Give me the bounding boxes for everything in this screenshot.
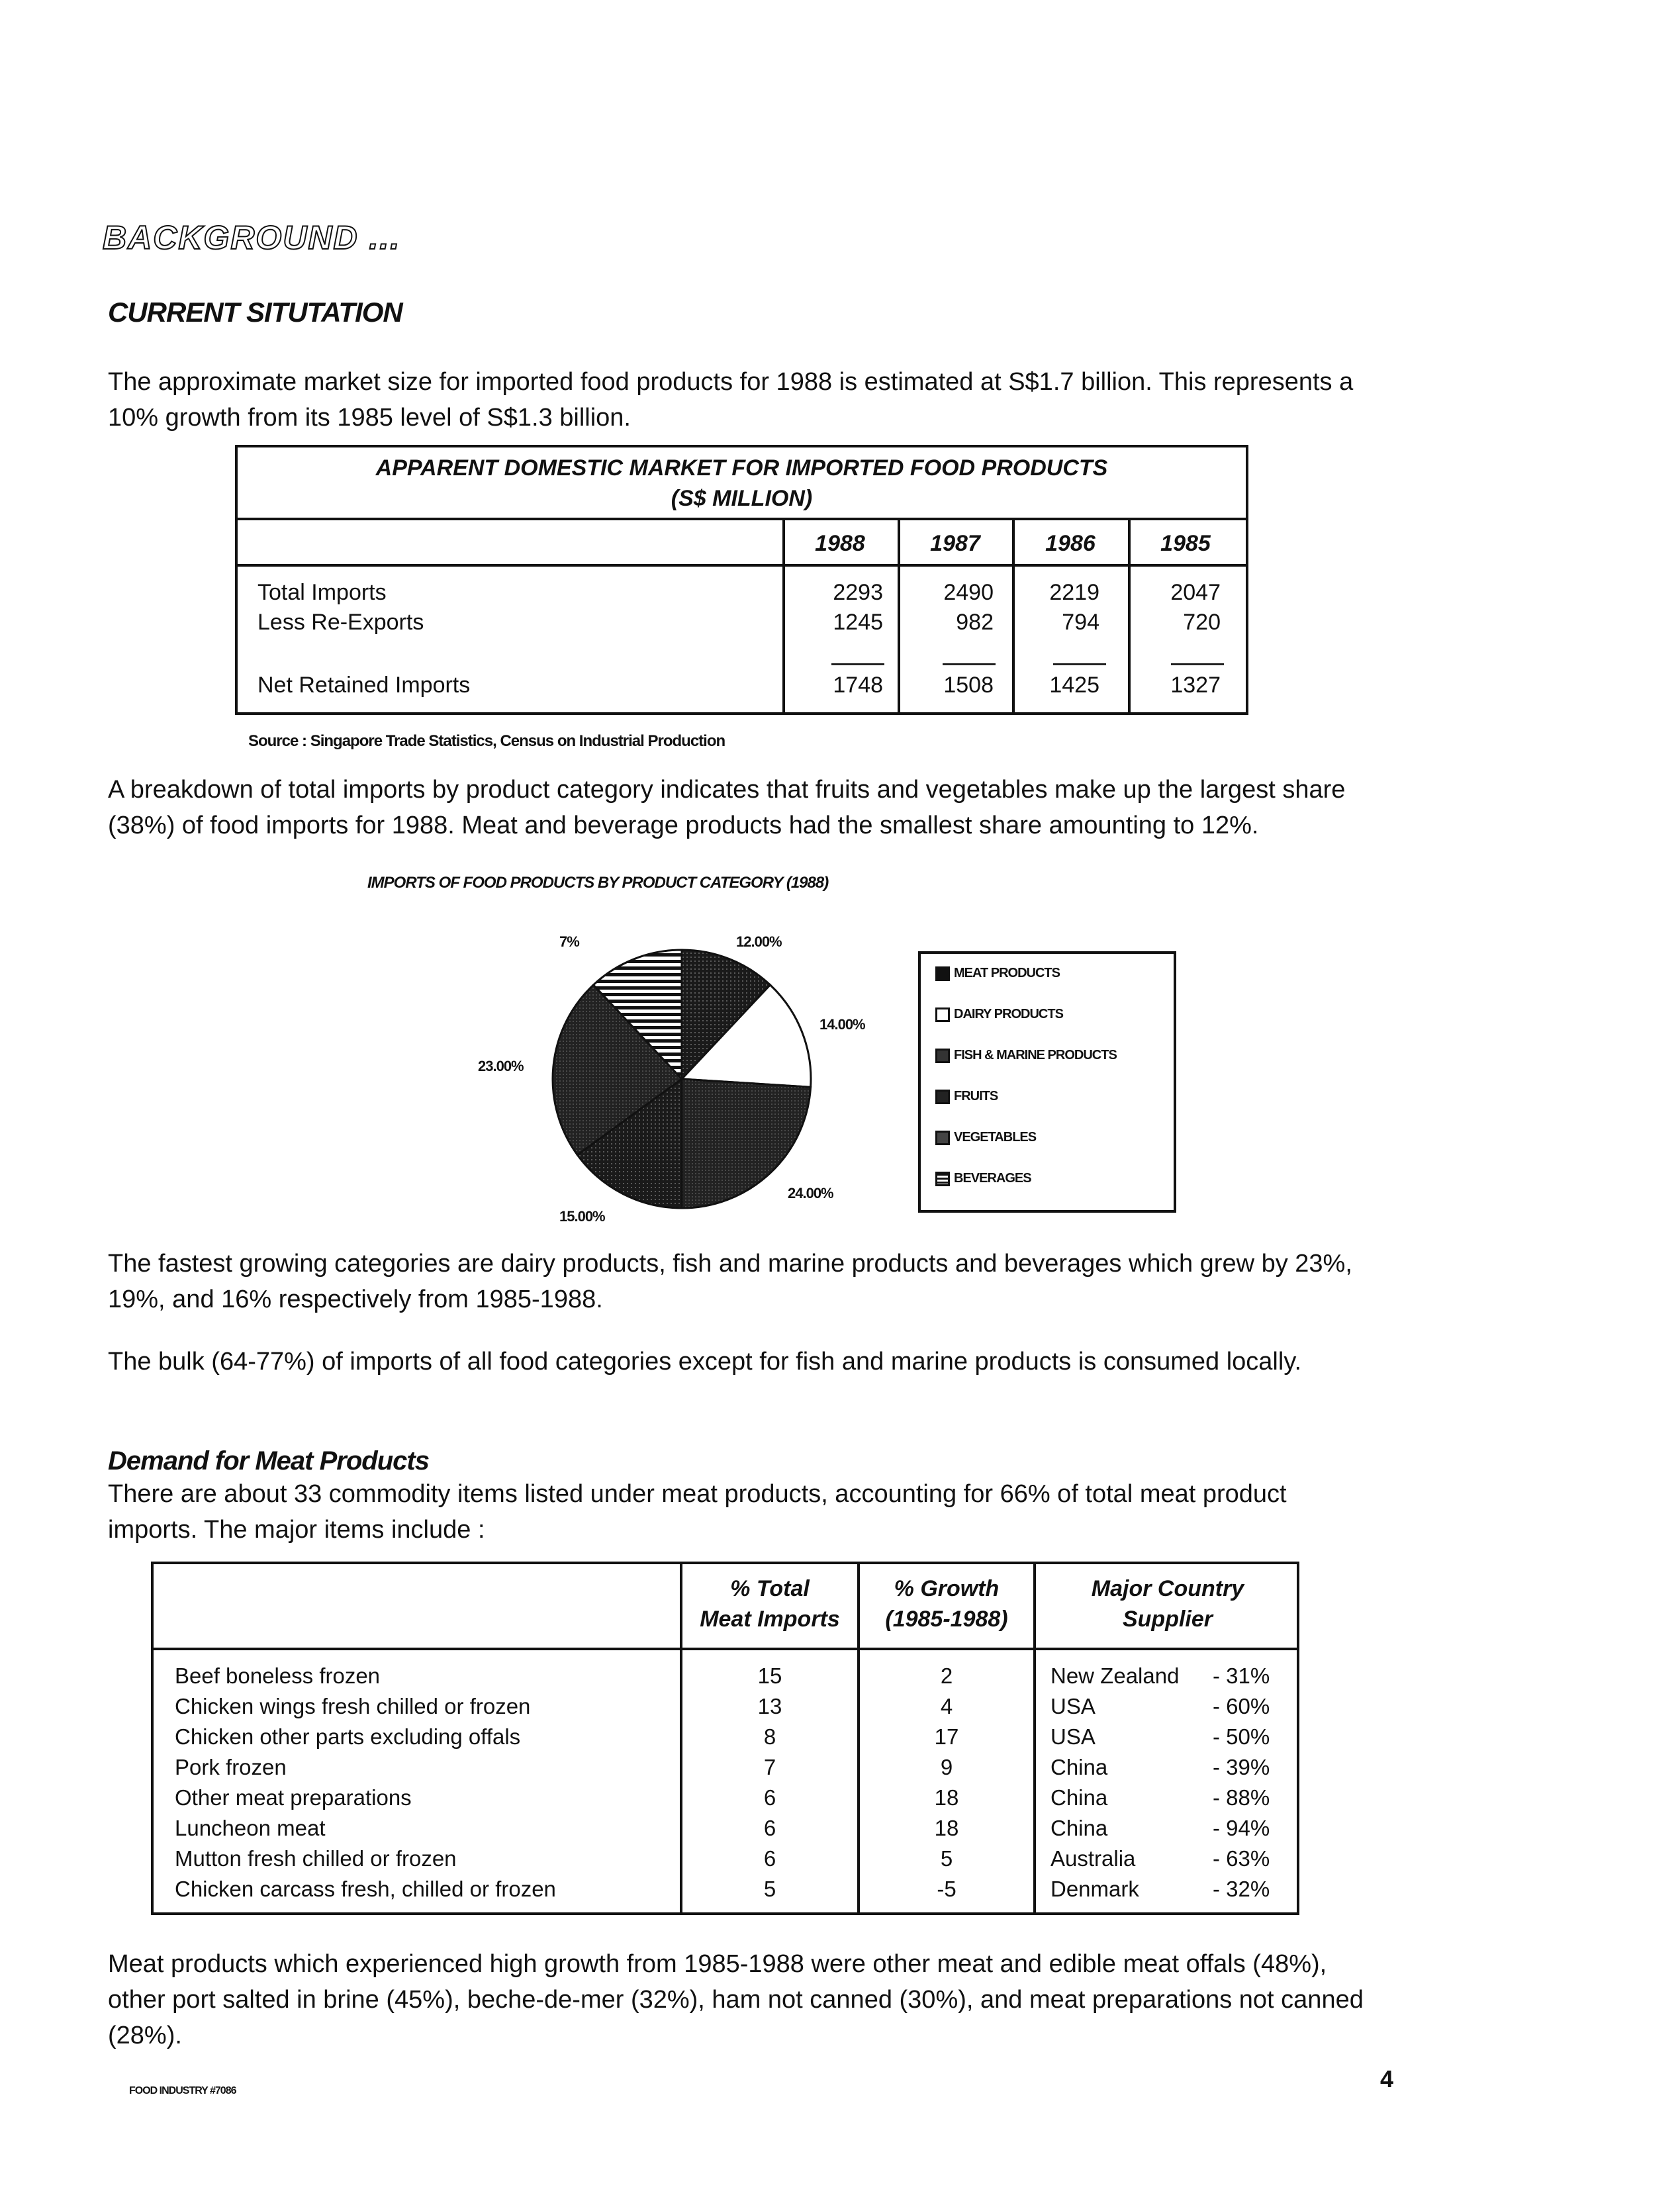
page-footer: FOOD INDUSTRY #7086 xyxy=(129,2085,236,2096)
imported-food-market-table xyxy=(235,445,1248,715)
legend-label: MEAT PRODUCTS xyxy=(954,966,1060,980)
paragraph-text: The approximate market size for imported food products for 1988 is estimated at S$1.7 billion. This represents a 10% growth from its 1985 level of S$1.3 billion. xyxy=(108,368,1354,432)
table-row xyxy=(154,1724,1297,1755)
legend-swatch xyxy=(935,1131,950,1145)
legend-label: BEVERAGES xyxy=(954,1171,1031,1186)
header-line: % Total xyxy=(730,1576,810,1601)
heading-demand-meat: Demand for Meat Products xyxy=(108,1446,429,1475)
country: Denmark xyxy=(1050,1877,1139,1901)
cell-value: 2293 xyxy=(833,580,883,605)
item-name: Beef boneless frozen xyxy=(175,1663,381,1688)
header-rule xyxy=(154,1648,1297,1650)
row-label: Less Re-Exports xyxy=(257,610,424,635)
paragraph-consumed-locally xyxy=(108,1344,1366,1380)
table-row xyxy=(154,1663,1297,1694)
slice-label-fish: 24.00% xyxy=(788,1185,833,1201)
table-title-line1: APPARENT DOMESTIC MARKET FOR IMPORTED FOOD PRODUCTS xyxy=(375,455,1108,481)
header-line: Supplier xyxy=(1122,1607,1213,1632)
column-header-supplier xyxy=(1036,1573,1299,1634)
growth: -5 xyxy=(937,1877,957,1901)
table-row xyxy=(154,1755,1297,1785)
table-title-line2: (S$ MILLION) xyxy=(671,486,813,511)
chart-title: IMPORTS OF FOOD PRODUCTS BY PRODUCT CATEGORY (1988) xyxy=(367,874,829,892)
country-share: - 63% xyxy=(1213,1846,1270,1871)
country: China xyxy=(1050,1785,1108,1810)
year-header: 1986 xyxy=(1045,531,1096,556)
column-divider xyxy=(782,520,785,712)
item-name: Chicken other parts excluding offals xyxy=(175,1724,521,1749)
legend-swatch xyxy=(935,1172,950,1186)
legend-item xyxy=(935,1048,1117,1063)
paragraph-text: The fastest growing categories are dairy products, fish and marine products and beverages which grew by 23%, 19%, and 16% respectively from 1985-1988. xyxy=(108,1250,1352,1313)
legend-item xyxy=(935,1130,1036,1145)
growth: 2 xyxy=(940,1663,953,1688)
country: USA xyxy=(1050,1694,1096,1718)
legend-item xyxy=(935,1171,1031,1186)
row-label: Net Retained Imports xyxy=(257,673,471,698)
country-share: - 32% xyxy=(1213,1877,1270,1901)
item-name: Chicken wings fresh chilled or frozen xyxy=(175,1694,531,1718)
growth: 5 xyxy=(940,1846,953,1871)
legend-swatch xyxy=(935,1007,950,1022)
year-header: 1987 xyxy=(930,531,980,556)
country: China xyxy=(1050,1755,1108,1779)
cell-value: 720 xyxy=(1183,610,1221,635)
header-line: Meat Imports xyxy=(700,1607,840,1632)
paragraph-high-growth xyxy=(108,1946,1366,2053)
cell-value: 1245 xyxy=(833,610,883,635)
cell-value: 982 xyxy=(956,610,994,635)
legend-item xyxy=(935,1007,1063,1022)
country-share: - 31% xyxy=(1213,1663,1270,1688)
total-share: 8 xyxy=(763,1724,776,1749)
row-label: Total Imports xyxy=(257,580,387,605)
total-share: 6 xyxy=(763,1785,776,1810)
column-header-total xyxy=(682,1573,857,1634)
legend-swatch xyxy=(935,966,950,981)
item-name: Luncheon meat xyxy=(175,1816,326,1840)
table-title xyxy=(238,447,1246,520)
legend-label: FRUITS xyxy=(954,1089,998,1103)
paragraph-text: Meat products which experienced high growth from 1985-1988 were other meat and edible meat offals (48%), other port salted in brine (45%), beche-de-mer (32%), ham not canned (30%), and meat preparations not canned (28%). xyxy=(108,1950,1364,2049)
growth: 17 xyxy=(934,1724,959,1749)
slice-label-beverages: 7% xyxy=(559,933,579,950)
header-line: Major Country xyxy=(1091,1576,1244,1601)
legend-item xyxy=(935,966,1060,981)
table-row xyxy=(154,1694,1297,1724)
legend-swatch xyxy=(935,1049,950,1063)
country: China xyxy=(1050,1816,1108,1840)
country-share: - 94% xyxy=(1213,1816,1270,1840)
table-row xyxy=(154,1846,1297,1877)
country: Australia xyxy=(1050,1846,1136,1871)
subtotal-rule xyxy=(1171,663,1224,665)
paragraph-market-size xyxy=(108,364,1366,436)
country-share: - 39% xyxy=(1213,1755,1270,1779)
slice-label-meat: 12.00% xyxy=(736,933,782,950)
growth: 9 xyxy=(940,1755,953,1779)
cell-value: 2490 xyxy=(943,580,994,605)
total-share: 13 xyxy=(757,1694,782,1718)
section-title: BACKGROUND ... xyxy=(103,219,401,256)
cell-value: 2047 xyxy=(1170,580,1221,605)
paragraph-commodity-items xyxy=(108,1476,1366,1548)
growth: 4 xyxy=(940,1694,953,1718)
slice-label-fruits: 15.00% xyxy=(559,1208,605,1225)
subtotal-rule xyxy=(831,663,884,665)
legend-label: VEGETABLES xyxy=(954,1130,1037,1145)
page-number: 4 xyxy=(1380,2065,1394,2092)
year-header: 1985 xyxy=(1160,531,1211,556)
table-row xyxy=(154,1785,1297,1816)
table-row xyxy=(154,1816,1297,1846)
legend-label: DAIRY PRODUCTS xyxy=(954,1007,1063,1021)
year-header: 1988 xyxy=(815,531,865,556)
item-name: Chicken carcass fresh, chilled or frozen xyxy=(175,1877,556,1901)
slice-label-dairy: 14.00% xyxy=(819,1016,865,1033)
paragraph-breakdown xyxy=(108,772,1366,843)
cell-value: 794 xyxy=(1062,610,1099,635)
total-share: 6 xyxy=(763,1846,776,1871)
legend-item xyxy=(935,1089,998,1104)
table-row xyxy=(154,1877,1297,1907)
item-name: Mutton fresh chilled or frozen xyxy=(175,1846,457,1871)
subtotal-rule xyxy=(1053,663,1106,665)
total-share: 6 xyxy=(763,1816,776,1840)
slice-label-vegetables: 23.00% xyxy=(478,1058,524,1074)
total-share: 7 xyxy=(763,1755,776,1779)
cell-value: 1425 xyxy=(1049,673,1099,698)
country: New Zealand xyxy=(1050,1663,1180,1688)
country: USA xyxy=(1050,1724,1096,1749)
pie-chart xyxy=(543,940,821,1218)
paragraph-text: The bulk (64-77%) of imports of all food categories except for fish and marine products is consumed locally. xyxy=(108,1348,1302,1376)
total-share: 15 xyxy=(757,1663,782,1688)
paragraph-text: There are about 33 commodity items listed under meat products, accounting for 66% of total meat product imports. The major items include : xyxy=(108,1480,1287,1544)
column-divider xyxy=(898,520,900,712)
cell-value: 1508 xyxy=(943,673,994,698)
subtotal-rule xyxy=(943,663,996,665)
meat-imports-table xyxy=(151,1562,1299,1915)
heading-current-situation: CURRENT SITUTATION xyxy=(108,297,402,328)
paragraph-fastest-growing xyxy=(108,1246,1366,1317)
country-share: - 50% xyxy=(1213,1724,1270,1749)
cell-value: 1327 xyxy=(1170,673,1221,698)
paragraph-text: A breakdown of total imports by product category indicates that fruits and vegetables make up the largest share (38%) of food imports for 1988. Meat and beverage products had the smallest share amounting to 12%. xyxy=(108,776,1346,839)
legend-label: FISH & MARINE PRODUCTS xyxy=(954,1048,1117,1062)
header-line: (1985-1988) xyxy=(885,1607,1008,1632)
header-line: % Growth xyxy=(894,1576,1000,1601)
growth: 18 xyxy=(934,1785,959,1810)
chart-legend xyxy=(918,951,1176,1213)
legend-swatch xyxy=(935,1090,950,1104)
column-header-growth xyxy=(860,1573,1033,1634)
country-share: - 60% xyxy=(1213,1694,1270,1718)
table-source-note: Source : Singapore Trade Statistics, Census on Industrial Production xyxy=(248,732,725,750)
cell-value: 1748 xyxy=(833,673,883,698)
item-name: Other meat preparations xyxy=(175,1785,412,1810)
country-share: - 88% xyxy=(1213,1785,1270,1810)
cell-value: 2219 xyxy=(1049,580,1099,605)
growth: 18 xyxy=(934,1816,959,1840)
item-name: Pork frozen xyxy=(175,1755,287,1779)
total-share: 5 xyxy=(763,1877,776,1901)
